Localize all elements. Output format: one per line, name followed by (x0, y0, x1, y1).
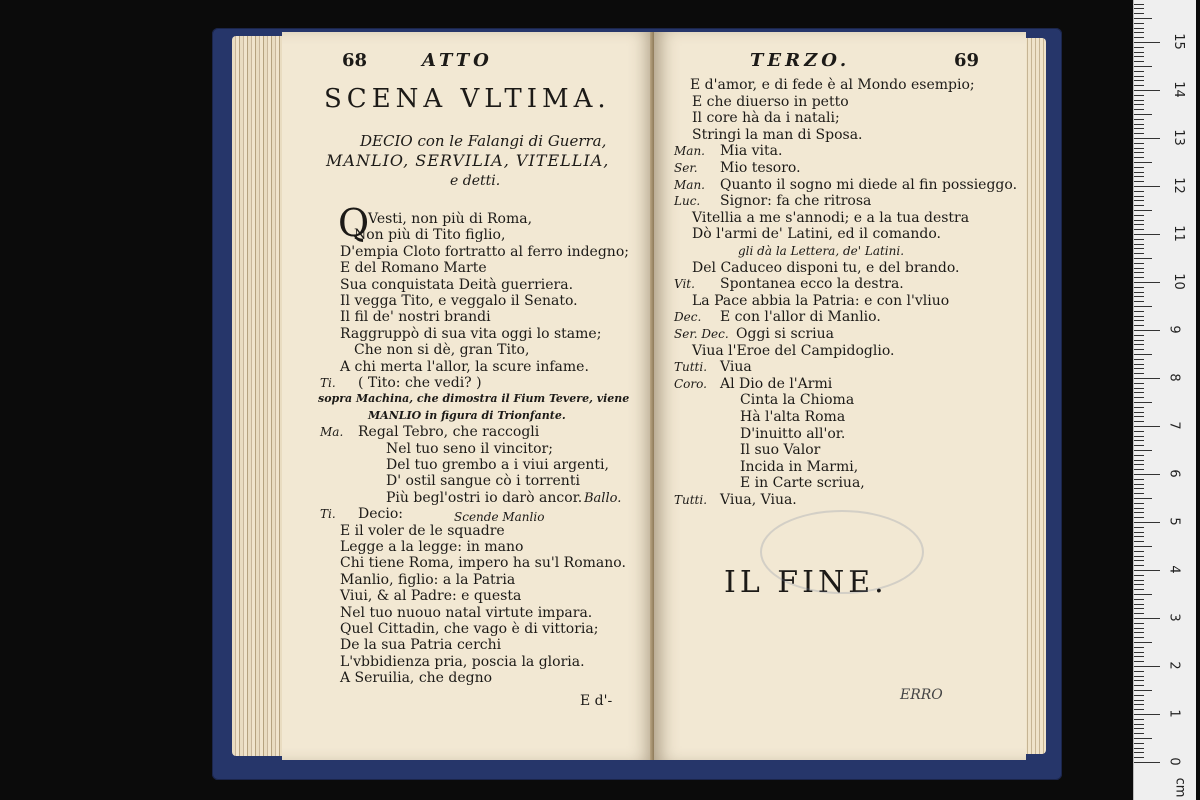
ruler-tick (1134, 762, 1160, 763)
verse-line: Quanto il sogno mi diede al fin possieggo. (720, 176, 1018, 193)
ruler-tick (1134, 119, 1144, 120)
verse-line: E il voler de le squadre (340, 522, 505, 539)
ruler-tick (1134, 90, 1160, 91)
ruler-number: 14 (1170, 81, 1186, 98)
ruler-tick (1134, 474, 1160, 475)
ruler-tick (1134, 215, 1144, 216)
ruler-tick (1134, 575, 1144, 576)
ruler-tick (1134, 148, 1144, 149)
ruler-tick (1134, 397, 1144, 398)
speaker-label: Luc. (674, 194, 701, 209)
verse-line: Il core hà da i natali; (692, 110, 840, 127)
verse-line: E del Romano Marte (340, 260, 487, 277)
ruler-tick (1134, 680, 1144, 681)
verse-line: Raggruppò di sua vita oggi lo stame; (340, 325, 602, 342)
left-page (282, 32, 654, 760)
catchword-right: ERRO (900, 687, 943, 703)
verse-line: E in Carte scriua, (740, 475, 865, 492)
ruler-tick (1134, 181, 1144, 182)
ruler-tick (1134, 340, 1144, 341)
ruler-tick (1134, 469, 1144, 470)
ruler-tick (1134, 253, 1144, 254)
verse-line: Del tuo grembo a i viui argenti, (386, 457, 609, 473)
ruler-tick (1134, 733, 1144, 734)
ruler-tick (1134, 167, 1144, 168)
verse-line: Nel tuo nuouo natal virtute impara. (340, 604, 593, 621)
running-head-right: TERZO. (750, 50, 851, 71)
ruler-tick (1134, 536, 1144, 537)
ruler-tick (1134, 143, 1144, 144)
ruler-number: 10 (1170, 273, 1186, 290)
ruler-tick (1134, 320, 1144, 321)
verse-line: ( Tito: che vedi? ) (358, 375, 482, 391)
ruler-tick (1134, 76, 1144, 77)
ruler-tick (1134, 176, 1144, 177)
verse-line: Legge a la legge: in mano (340, 539, 524, 555)
verse-line: Vesti, non più di Roma, (368, 211, 533, 227)
ruler-tick (1134, 412, 1144, 413)
ruler-tick (1134, 455, 1144, 456)
ruler-tick (1134, 258, 1152, 259)
ruler-tick (1134, 47, 1144, 48)
ruler-tick (1134, 18, 1152, 19)
drop-cap: Q (338, 201, 370, 245)
ruler-tick (1134, 287, 1144, 288)
ruler-tick (1134, 71, 1144, 72)
verse-line: Al Dio de l'Armi (720, 375, 833, 392)
verse-line: Quel Cittadin, che vago è di vittoria; (340, 621, 599, 637)
ruler-number: 3 (1166, 613, 1182, 622)
ruler-tick (1134, 364, 1144, 365)
verse-line: Non più di Tito figlio, (354, 227, 506, 244)
ruler-tick (1134, 637, 1144, 638)
ruler-tick (1134, 407, 1144, 408)
ruler-tick (1134, 32, 1144, 33)
ruler-tick (1134, 522, 1160, 523)
ruler-tick (1134, 85, 1144, 86)
ruler-tick (1134, 440, 1144, 441)
verse-line: L'vbbidienza pria, poscia la gloria. (340, 653, 585, 670)
verse-line: Viui, & al Padre: e questa (340, 588, 522, 605)
ruler-tick (1134, 512, 1144, 513)
ballo-direction: Ballo. (584, 491, 622, 506)
ruler-tick (1134, 162, 1152, 163)
speaker-label: Man. (674, 177, 705, 192)
verse-line: D'empia Cloto fortratto al ferro indegno; (340, 243, 629, 260)
ruler-tick (1134, 229, 1144, 230)
library-stamp (760, 510, 924, 594)
ruler-tick (1134, 623, 1144, 624)
ruler-tick (1134, 301, 1144, 302)
page-number-right: 69 (954, 50, 980, 71)
ruler-tick (1134, 373, 1144, 374)
ruler-tick (1134, 282, 1160, 283)
speaker-label: Man. (674, 144, 705, 159)
ruler-tick (1134, 220, 1144, 221)
speaker-label: Ser. Dec. (674, 327, 729, 341)
ruler-tick (1134, 368, 1144, 369)
speaker-label: Ti. (320, 507, 336, 522)
ruler-tick (1134, 292, 1144, 293)
ruler-tick (1134, 8, 1144, 9)
ruler-tick (1134, 191, 1144, 192)
verse-line: La Pace abbia la Patria: e con l'vliuo (692, 292, 950, 309)
verse-line: D'inuitto all'or. (740, 425, 846, 442)
ruler-tick (1134, 383, 1144, 384)
ruler-tick (1134, 392, 1144, 393)
verse-line: Dò l'armi de' Latini, ed il comando. (692, 226, 941, 243)
ruler-tick (1134, 378, 1160, 379)
ruler-tick (1134, 4, 1144, 5)
ruler-tick (1134, 695, 1144, 696)
characters-line-3: e detti. (450, 173, 501, 189)
right-page (654, 32, 1026, 760)
ruler-tick (1134, 661, 1144, 662)
verse-line: Stringi la man di Sposa. (692, 126, 863, 143)
ruler-number: 5 (1166, 517, 1182, 526)
ruler-tick (1134, 172, 1144, 173)
ruler-tick (1134, 186, 1160, 187)
verse-line: Manlio, figlio: a la Patria (340, 571, 516, 588)
ruler-tick (1134, 690, 1152, 691)
speaker-label: Ma. (320, 425, 344, 440)
verse-line: Mio tesoro. (720, 160, 801, 176)
ruler-tick (1134, 599, 1144, 600)
ruler-tick (1134, 484, 1144, 485)
ruler-tick (1134, 157, 1144, 158)
ruler-tick (1134, 498, 1152, 499)
ruler-tick (1134, 565, 1144, 566)
ruler-tick (1134, 104, 1144, 105)
ruler-tick (1134, 738, 1152, 739)
verse-line: MANLIO in figura di Trionfante. (368, 408, 566, 422)
ruler-tick (1134, 532, 1144, 533)
ruler-tick (1134, 349, 1144, 350)
ruler-tick (1134, 436, 1144, 437)
catchword-left: E d'- (580, 693, 613, 709)
verse-line: De la sua Patria cerchi (340, 637, 502, 654)
ruler-tick (1134, 354, 1152, 355)
speaker-label: Ti. (320, 376, 336, 390)
verse-line: Incida in Marmi, (740, 458, 859, 475)
ruler-number: 6 (1166, 469, 1182, 478)
ruler-number: 2 (1166, 661, 1182, 670)
speaker-label: Vit. (674, 277, 695, 292)
verse-line: Nel tuo seno il vincitor; (386, 440, 553, 457)
ruler-tick (1134, 124, 1144, 125)
verse-line: Oggi si scriua (736, 326, 834, 342)
ruler-tick (1134, 234, 1160, 235)
verse-line: Che non si dè, gran Tito, (354, 342, 530, 359)
speaker-label: Tutti. (674, 493, 708, 507)
ruler-number: 4 (1166, 565, 1182, 574)
verse-line: E che diuerso in petto (692, 93, 849, 110)
ruler-tick (1134, 584, 1144, 585)
ruler-tick (1134, 152, 1144, 153)
speaker-label: Dec. (674, 310, 702, 325)
ruler-tick (1134, 388, 1144, 389)
ruler-tick (1134, 421, 1144, 422)
verse-line: Hà l'alta Roma (740, 409, 846, 425)
ruler-tick (1134, 700, 1144, 701)
ruler-tick (1134, 709, 1144, 710)
ruler-tick (1134, 402, 1152, 403)
ruler-tick (1134, 642, 1152, 643)
ruler-tick (1134, 277, 1144, 278)
ruler-tick (1134, 13, 1144, 14)
ruler-tick (1134, 200, 1144, 201)
ruler-tick (1134, 109, 1144, 110)
ruler-tick (1134, 656, 1144, 657)
ruler-number: 8 (1166, 373, 1182, 382)
verse-line: Mia vita. (720, 143, 783, 160)
ruler-tick (1134, 551, 1144, 552)
speaker-label: Tutti. (674, 360, 708, 375)
ruler-tick (1134, 100, 1144, 101)
ruler-tick (1134, 244, 1144, 245)
ruler-tick (1134, 479, 1144, 480)
characters-line-2: MANLIO, SERVILIA, VITELLIA, (326, 151, 610, 170)
ruler-tick (1134, 80, 1144, 81)
ruler-tick (1134, 210, 1152, 211)
ruler-tick (1134, 248, 1144, 249)
ruler-tick (1134, 704, 1144, 705)
verse-line: Del Caduceo disponi tu, e del brando. (692, 259, 960, 276)
ruler-tick (1134, 52, 1144, 53)
page-number-left: 68 (342, 50, 368, 71)
verse-line: gli dà la Lettera, de' Latini. (738, 244, 905, 258)
ruler-tick (1134, 316, 1144, 317)
verse-line: D' ostil sangue cò i torrenti (386, 473, 580, 490)
ruler-tick (1134, 114, 1152, 115)
ruler-tick (1134, 594, 1152, 595)
measurement-ruler (1133, 0, 1196, 800)
ruler-tick (1134, 560, 1144, 561)
ruler-tick (1134, 508, 1144, 509)
ruler-number: 15 (1170, 33, 1186, 50)
verse-line: Viua (720, 359, 752, 376)
ruler-tick (1134, 748, 1144, 749)
ruler-tick (1134, 311, 1144, 312)
ruler-tick (1134, 503, 1144, 504)
ruler-tick (1134, 138, 1160, 139)
ruler-tick (1134, 56, 1144, 57)
ruler-tick (1134, 306, 1152, 307)
ruler-tick (1134, 580, 1144, 581)
verse-line: Il suo Valor (740, 442, 821, 459)
verse-line: Chi tiene Roma, impero ha su'l Romano. (340, 555, 626, 572)
ruler-tick (1134, 431, 1144, 432)
ruler-tick (1134, 37, 1144, 38)
ruler-tick (1134, 752, 1144, 753)
ruler-tick (1134, 728, 1144, 729)
ruler-tick (1134, 724, 1144, 725)
ruler-number: 9 (1166, 325, 1182, 334)
ruler-tick (1134, 652, 1144, 653)
ruler-tick (1134, 757, 1144, 758)
ruler-tick (1134, 133, 1144, 134)
ruler-tick (1134, 460, 1144, 461)
ruler-tick (1134, 205, 1144, 206)
ruler-tick (1134, 196, 1144, 197)
ruler-tick (1134, 330, 1160, 331)
verse-line: E con l'allor di Manlio. (720, 309, 881, 326)
ruler-number: 11 (1170, 225, 1186, 242)
ruler-tick (1134, 613, 1144, 614)
ruler-unit: cm (1172, 777, 1188, 798)
ruler-tick (1134, 743, 1144, 744)
ruler-tick (1134, 671, 1144, 672)
verse-line: Viua, Viua. (720, 492, 797, 508)
ruler-tick (1134, 335, 1144, 336)
ruler-tick (1134, 128, 1144, 129)
verse-line: Signor: fa che ritrosa (720, 193, 872, 210)
ruler-tick (1134, 224, 1144, 225)
ruler-tick (1134, 632, 1144, 633)
ruler-tick (1134, 493, 1144, 494)
speaker-label: Ser. (674, 161, 698, 175)
ruler-tick (1134, 685, 1144, 686)
ruler-tick (1134, 570, 1160, 571)
ruler-tick (1134, 268, 1144, 269)
verse-line: Regal Tebro, che raccogli (358, 424, 540, 441)
ruler-tick (1134, 296, 1144, 297)
ruler-number: 12 (1170, 177, 1186, 194)
ruler-tick (1134, 464, 1144, 465)
ruler-tick (1134, 541, 1144, 542)
ruler-tick (1134, 344, 1144, 345)
verse-line: Viua l'Eroe del Campidoglio. (692, 342, 895, 359)
verse-line: Vitellia a me s'annodi; e a la tua destra (692, 209, 970, 226)
ruler-number: 1 (1166, 709, 1182, 718)
ruler-tick (1134, 42, 1160, 43)
ruler-tick (1134, 608, 1144, 609)
ruler-tick (1134, 28, 1144, 29)
ruler-tick (1134, 666, 1160, 667)
ruler-tick (1134, 359, 1144, 360)
ruler-tick (1134, 714, 1160, 715)
ruler-tick (1134, 647, 1144, 648)
ruler-tick (1134, 23, 1144, 24)
ruler-tick (1134, 556, 1144, 557)
verse-line: E d'amor, e di fede è al Mondo esempio; (690, 77, 975, 93)
ruler-tick (1134, 272, 1144, 273)
ruler-tick (1134, 426, 1160, 427)
ruler-tick (1134, 95, 1144, 96)
end-title: IL FINE. (724, 565, 888, 600)
ruler-number: 0 (1166, 757, 1182, 766)
ruler-tick (1134, 66, 1152, 67)
ruler-number: 7 (1166, 421, 1182, 430)
characters-line-1: DECIO con le Falangi di Guerra, (360, 132, 607, 150)
running-head-left: ATTO (422, 50, 493, 71)
ruler-tick (1134, 488, 1144, 489)
ruler-tick (1134, 517, 1144, 518)
ruler-tick (1134, 445, 1144, 446)
verse-line: sopra Machina, che dimostra il Fium Tevere, viene (318, 392, 630, 406)
ruler-tick (1134, 416, 1144, 417)
verse-line: Più begl'ostri io darò ancor. (386, 489, 583, 506)
ruler-tick (1134, 618, 1160, 619)
verse-line: A chi merta l'allor, la scure infame. (340, 358, 589, 375)
ruler-tick (1134, 604, 1144, 605)
scende-direction: Scende Manlio (454, 510, 545, 524)
ruler-tick (1134, 546, 1152, 547)
verse-line: Decio: (358, 506, 403, 523)
ruler-tick (1134, 676, 1144, 677)
ruler-tick (1134, 589, 1144, 590)
ruler-tick (1134, 450, 1152, 451)
ruler-tick (1134, 325, 1144, 326)
verse-line: Spontanea ecco la destra. (720, 276, 904, 293)
verse-line: Il fil de' nostri brandi (340, 309, 491, 326)
ruler-tick (1134, 719, 1144, 720)
ruler-tick (1134, 61, 1144, 62)
ruler-tick (1134, 263, 1144, 264)
ruler-tick (1134, 628, 1144, 629)
ruler-tick (1134, 527, 1144, 528)
scene-title: SCENA VLTIMA. (324, 84, 611, 114)
verse-line: A Seruilia, che degno (340, 670, 493, 687)
speaker-label: Coro. (674, 376, 707, 391)
verse-line: Sua conquistata Deità guerriera. (340, 276, 574, 293)
ruler-tick (1134, 239, 1144, 240)
verse-line: Il vegga Tito, e veggalo il Senato. (340, 293, 578, 309)
ruler-number: 13 (1170, 129, 1186, 146)
verse-line: Cinta la Chioma (740, 392, 855, 409)
